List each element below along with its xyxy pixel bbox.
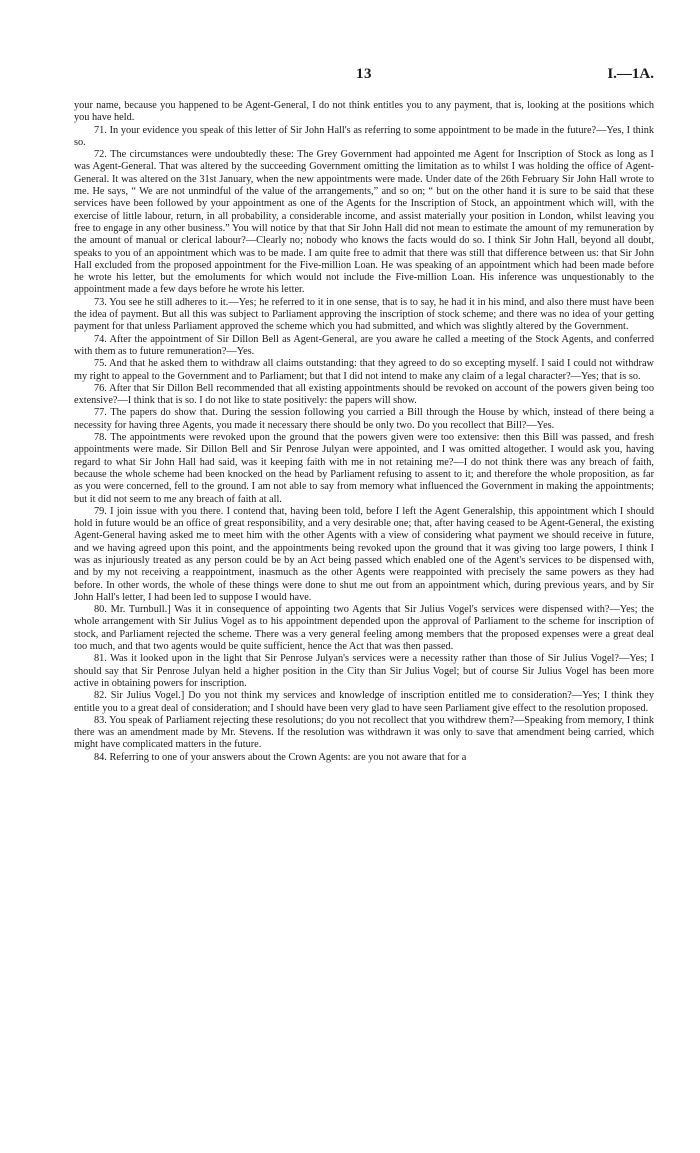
sheet-reference: I.—1A. <box>607 66 654 82</box>
paragraph-81: 81. Was it looked upon in the light that Sir Penrose Julyan's services were a necessity rather than those of Sir Julius Vogel?—Yes; I should say that Sir Penrose Julyan held a higher position in the City than Sir Julius Vogel; but of course Sir Julius Vogel has been more active in obtaining powers for inscription. <box>74 653 654 689</box>
paragraph-83: 83. You speak of Parliament rejecting these resolutions; do you not recollect that you withdrew them?—Speaking from memory, I think there was an amendment made by Mr. Stevens. If the resolution was withdrawn it was only to save that amendment being carried, which might have complicated matters in the future. <box>74 714 654 751</box>
paragraph-76: 76. After that Sir Dillon Bell recommended that all existing appointments should be revoked on account of the powers given being too extensive?—I think that is so. I do not like to state positively: the papers will show. <box>74 382 654 407</box>
page-number: 13 <box>356 66 372 82</box>
paragraph-74: 74. After the appointment of Sir Dillon Bell as Agent-General, are you aware he called a meeting of the Stock Agents, and conferred with them as to future remuneration?—Yes. <box>74 333 654 357</box>
paragraph-73: 73. You see he still adheres to it.—Yes; he referred to it in one sense, that is to say, he had it in his mind, and also there must have been the idea of payment. But all this was subject to Parliament approving the inscription of stock scheme; and there was no idea of your getting payment for that unless Parliament approved the scheme which you had submitted, and which was slightly altered by the Government. <box>74 296 654 333</box>
paragraph-72: 72. The circumstances were undoubtedly these: The Grey Government had appointed me Agent for Inscription of Stock as long as I was Agent-General. That was altered by the succeeding Government omitting the limitation as to whilst I was holding the office of Agent-General. It was altered on the 31st January, when the new appointments were made. Under date of the 26th February Sir John Hall wrote to me. He says, “ We are not unmindful of the value of the arrangements,” and so on; “ but on the other hand it is sure to be said that these services have been followed by your appointment as one of the Agents for the Inscription of Stock, an appointment which will, with the exercise of little labour, return, in all probability, a considerable income, and assist materially your position in London, whilst leaving you free to engage in any other business.” You will notice by that that Sir John Hall did not mean to estimate the amount of my remuneration by the amount of manual or clerical labour?—Clearly no; nobody who knows the facts would do so. I think Sir John Hall, beyond all doubt, speaks to you of an appointment which was to be made. I am quite free to admit that there was still that difference between us: that Sir John Hall excluded from the proposed appointment for the Five-million Loan. He was speaking of an appointment which had been made before he wrote his letter, but the emoluments for which would not include the Five-million Loan. His inference was unquestionably to the appointment made a few days before he wrote his letter. <box>74 149 654 296</box>
paragraph-79: 79. I join issue with you there. I contend that, having been told, before I left the Agent Generalship, this appointment which I should hold in future would be an office of great responsibility, and a very desirable one; that, after having ceased to be Agent-General, the existing Agent-General having asked me to meet him with the other Agents with a view of considering what payment we should receive in future, and we having agreed upon this point, and the appointments being revoked upon the ground that it was giving too large powers, I think I was as injuriously treated as any person could be by an Act being passed which enabled one of the Agent's services to be dispensed with, and by my not receiving a reappointment, inasmuch as the other Agents were reappointed with precisely the same powers as they had before. In other words, the whole of these things were done to shut me out from an appointment which, during previous years, and by Sir John Hall's letter, I had been led to suppose I would have. <box>74 505 654 603</box>
paragraph-78: 78. The appointments were revoked upon the ground that the powers given were too extensive: then this Bill was passed, and fresh appointments were made. Sir Dillon Bell and Sir Penrose Julyan were appointed, and I was omitted altogether. I would ask you, having regard to what Sir John Hall had said, was it keeping faith with me in not retaining me?—I do not think there was any breach of faith, because the whole scheme had been knocked on the head by Parliament refusing to assent to it; and therefore the whole proposition, as far as you were concerned, fell to the ground. I am not able to say from memory what influenced the Government in making the appointments; but it did not seem to me any breach of faith at all. <box>74 432 654 505</box>
paragraph-75: 75. And that he asked them to withdraw all claims outstanding: that they agreed to do so excepting myself. I said I could not withdraw my right to appeal to the Government and to Parliament; but that I did not intend to make any claim of a legal character?—Yes; that is so. <box>74 358 654 382</box>
paragraph-77: 77. The papers do show that. During the session following you carried a Bill through the House by which, instead of there being a necessity for having three Agents, you made it necessary there should be only two. Do you recollect that Bill?—Yes. <box>74 407 654 431</box>
page-header <box>74 66 654 88</box>
paragraph-continuation: your name, because you happened to be Agent-General, I do not think entitles you to any payment, that is, looking at the positions which you have held. <box>74 100 654 124</box>
paragraph-84: 84. Referring to one of your answers about the Crown Agents: are you not aware that for a <box>94 751 467 763</box>
paragraph-80: 80. Mr. Turnbull.] Was it in consequence of appointing two Agents that Sir Julius Vogel's services were dispensed with?—Yes; the whole arrangement with Sir Julius Vogel as to his appointment depended upon the approval of Parliament to the scheme for inscription of stock, and Parliament rejected the scheme. There was a very general feeling among members that the proposed expenses were a great deal too much, and that two agents would be quite sufficient, hence the Act that was then passed. <box>74 604 654 653</box>
body-text <box>74 100 654 764</box>
paragraph-71: 71. In your evidence you speak of this letter of Sir John Hall's as referring to some appointment to be made in the future?—Yes, I think so. <box>74 124 654 148</box>
paragraph-82: 82. Sir Julius Vogel.] Do you not think my services and knowledge of inscription entitled me to consideration?—Yes; I think they entitle you to a great deal of consideration; and I should have been very glad to have seen Parliament give effect to the resolution proposed. <box>74 690 654 714</box>
